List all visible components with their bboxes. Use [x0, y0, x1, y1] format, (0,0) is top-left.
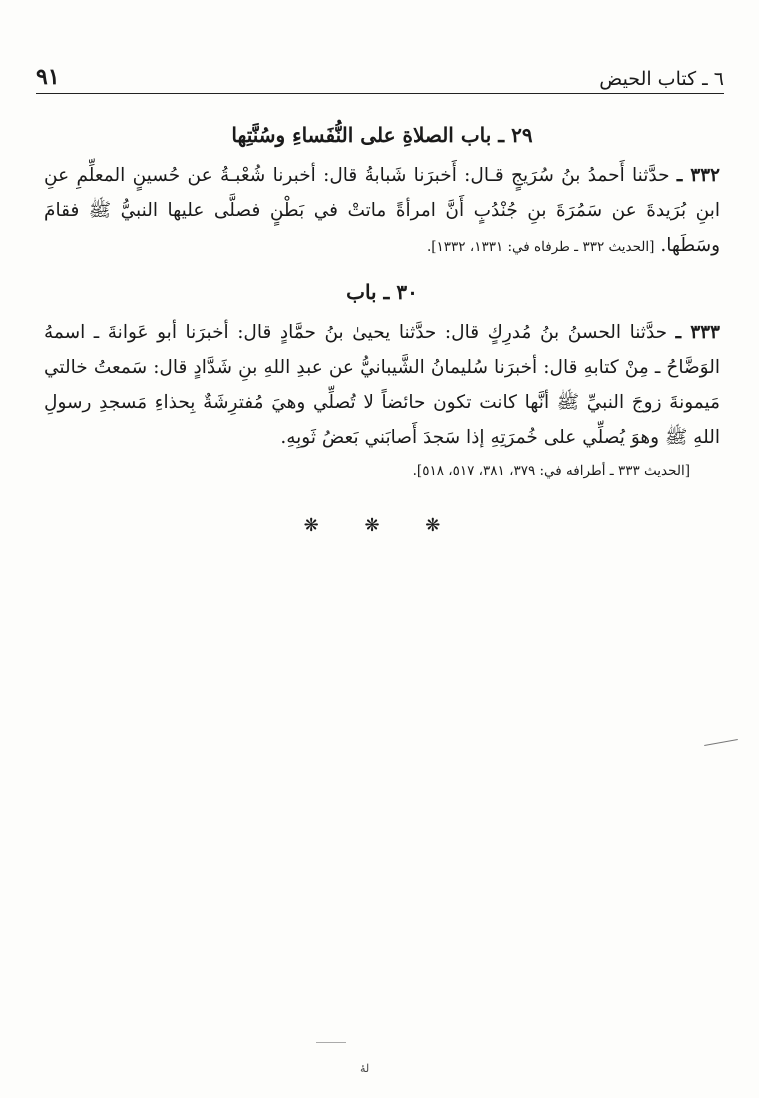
header-rule: [36, 93, 724, 94]
running-header: [36, 62, 724, 90]
hadith-333: [44, 315, 720, 455]
scan-mark: [704, 739, 738, 746]
hadith-number: ٣٣٣ ـ: [675, 322, 720, 343]
hadith-332: [44, 158, 720, 265]
scan-mark: [316, 1042, 346, 1043]
footer-glyph: لهٔ: [360, 1062, 370, 1075]
page-content: [44, 118, 720, 536]
hadith-text: حدَّثنا الحسنُ بنُ مُدرِكٍ قال: حدَّثنا يحيىٰ بنُ حمَّادٍ قال: أخبرَنا أبو عَوانةَ ـ اسمهُ الوَضَّاحُ ـ مِنْ كتابهِ قال: أخبرَنا سُليمانُ الشَّيبانيُّ عن عبدِ اللهِ بنِ شَدَّادٍ قال: سَمعتُ خالتي مَيمونةَ زوجَ النبيِّ ﷺ أنَّها كانت تكون حائضاً لا تُصلِّي وهيَ مُفترِشَةٌ بِحذاءِ مَسجدِ رسولِ اللهِ ﷺ وهوَ يُصلِّي على خُمرَتِهِ إذا سَجدَ أَصابَني بَعضُ ثَوبِهِ.: [44, 322, 720, 448]
hadith-reference: [الحديث ٣٣٢ ـ طرفاه في: ١٣٣١، ١٣٣٢].: [426, 239, 655, 255]
book-title: ٦ ـ كتاب الحيض: [599, 68, 724, 90]
chapter-heading-30: ٣٠ ـ باب: [346, 280, 418, 304]
hadith-text: حدَّثنا أَحمدُ بنُ سُرَيجٍ قـال: أَخبرَنا شَبابةُ قال: أخبرنا شُعْبـةُ عن حُسينٍ المعلِّمِ عنِ ابنِ بُرَيدةَ عن سَمُرَةَ بنِ جُنْدُبٍ أَنَّ امرأةً ماتتْ في بَطْنٍ فصلَّى عليها النبيُّ ﷺ فقامَ وسَطَها.: [44, 165, 720, 256]
section-separator: ❋ ❋ ❋: [303, 515, 461, 536]
hadith-number: ٣٣٢ ـ: [676, 165, 720, 186]
hadith-reference: [الحديث ٣٣٣ ـ أطرافه في: ٣٧٩، ٣٨١، ٥١٧، ٥١٨].: [412, 463, 690, 479]
chapter-heading-29: ٢٩ ـ باب الصلاةِ على النُّفَساءِ وسُنَّتِها: [231, 123, 533, 147]
page-number: ٩١: [36, 64, 60, 90]
